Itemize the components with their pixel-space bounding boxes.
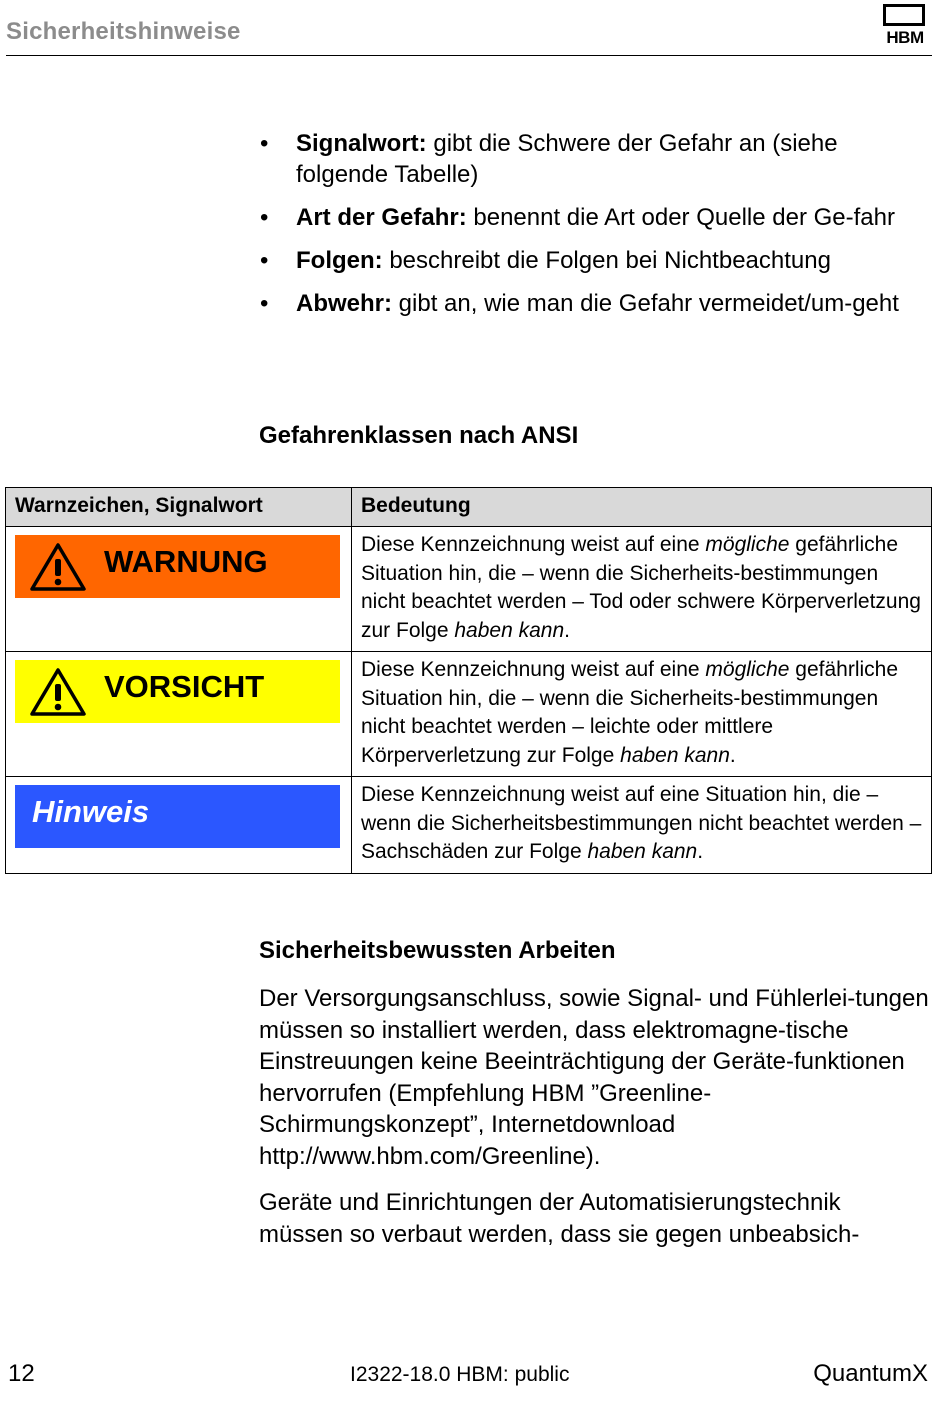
meaning-cell [352,527,932,652]
meaning-text: Diese Kennzeichnung weist auf eine [361,533,706,556]
logo-text: HBM [886,28,924,47]
list-item-text: benennt die Art oder Quelle der Ge-fahr [473,204,895,231]
section-title: Sicherheitshinweise [6,18,241,45]
meaning-text: . [697,840,704,863]
signal-cell [6,777,352,874]
list-item [258,245,918,276]
list-item-text: gibt die Schwere der Gefahr an (siehe folgende Tabelle) [296,130,838,188]
list-item-term: Art der Gefahr: [296,204,467,231]
hazard-class-table [5,487,932,874]
meaning-emphasis: mögliche [705,658,790,681]
list-item-text: beschreibt die Folgen bei Nichtbeachtung [389,247,831,274]
logo-symbol-icon [883,4,925,26]
body-paragraph: Der Versorgungsanschluss, sowie Signal- und Fühlerlei-tungen müssen so installiert werden, dass elektromagne-tische Einstreuungen keine Beeinträchtigung der Geräte-funktionen hervorrufen (Empfehlung HBM ”Greenline-Schirmungskonzept”, Internetdownload http://www.hbm.com/Greenline). [259,985,929,1170]
meaning-cell [352,652,932,777]
table-row [6,652,932,777]
meaning-text: . [729,743,736,767]
signal-cell [6,527,352,652]
warning-triangle-icon [29,542,87,592]
caution-sign [15,660,340,723]
bullet-icon: • [260,290,269,317]
column-header-meaning: Bedeutung [352,488,932,527]
signal-word: Hinweis [32,794,150,829]
hazard-element-list [258,128,918,331]
list-item-term: Folgen: [296,247,383,274]
ansi-heading: Gefahrenklassen nach ANSI [259,422,579,449]
meaning-text: . [564,618,570,642]
header-divider [6,55,932,56]
list-item-text: gibt an, wie man die Gefahr vermeidet/um-geht [398,290,899,317]
list-item [258,202,918,233]
page-number: 12 [8,1360,35,1387]
hbm-logo [880,4,930,46]
column-header-signal: Warnzeichen, Signalwort [6,488,352,527]
meaning-emphasis: haben kann [454,618,565,642]
list-item [258,128,918,190]
meaning-text: gefährliche Situation hin, die – wenn die Sicherheits-bestimmungen nicht beachtet werden – Tod oder schwere Körperverletzung zur Folge [361,533,921,642]
bullet-icon: • [260,247,269,274]
meaning-emphasis: mögliche [705,533,790,556]
meaning-text: gefährliche Situation hin, die – wenn die Sicherheits-bestimmungen nicht beachtet werden – leichte oder mittlere Körperverletzung zur Folge [361,658,899,767]
warning-sign [15,535,340,598]
table-header-row [6,488,932,527]
meaning-emphasis: haben kann [587,840,698,863]
product-name: QuantumX [813,1360,928,1387]
meaning-emphasis: haben kann [620,743,730,767]
warning-triangle-icon [29,667,87,717]
table-row [6,777,932,874]
table-row [6,527,932,652]
list-item [258,288,918,319]
meaning-cell [352,777,932,874]
bullet-icon: • [260,204,269,231]
list-item-term: Abwehr: [296,290,392,317]
signal-word: WARNUNG [104,544,268,579]
signal-cell [6,652,352,777]
meaning-text: Diese Kennzeichnung weist auf eine [361,658,706,681]
document-id: I2322-18.0 HBM: public [350,1363,570,1386]
safe-work-heading: Sicherheitsbewussten Arbeiten [259,937,616,964]
meaning-text: Diese Kennzeichnung weist auf eine Situation hin, die – wenn die Sicherheitsbestimmungen nicht beachtet werden – Sachschäden zur Folge [361,783,922,863]
signal-word: VORSICHT [104,669,265,704]
body-paragraph: Geräte und Einrichtungen der Automatisierungstechnik müssen so verbaut werden, dass sie gegen unbeabsich- [259,1189,860,1248]
notice-sign [15,785,340,848]
list-item-term: Signalwort: [296,130,427,157]
bullet-icon: • [260,130,269,157]
